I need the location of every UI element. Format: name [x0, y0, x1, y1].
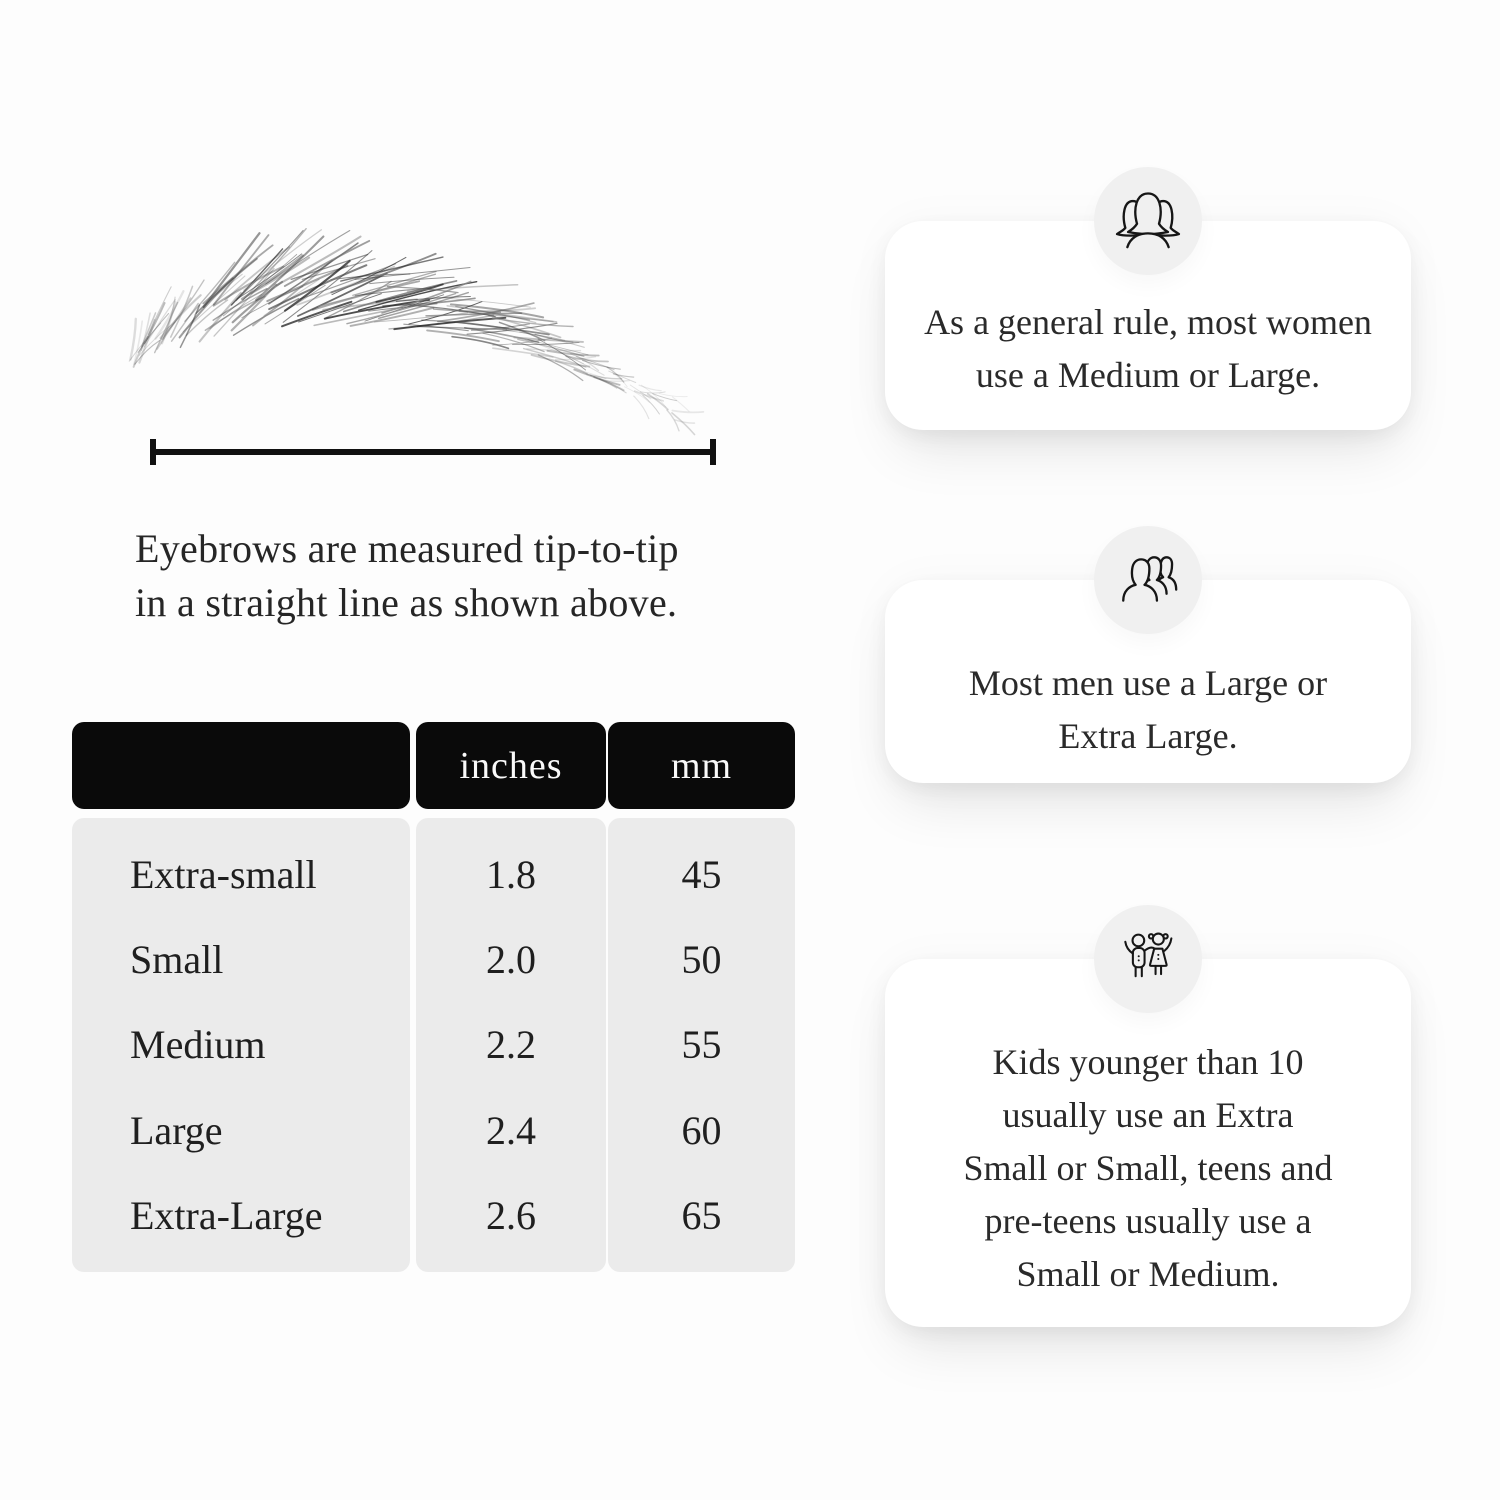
- card-text-line: Small or Medium.: [1016, 1253, 1280, 1294]
- table-cell-mm: 60: [681, 1107, 722, 1153]
- measurement-bar: [150, 449, 716, 455]
- icon-circle: [1094, 526, 1202, 634]
- table-cell-mm: 55: [681, 1022, 722, 1068]
- card-text-line: Most men use a Large or: [968, 662, 1328, 703]
- card-text-line: use a Medium or Large.: [975, 354, 1321, 395]
- table-cell-label: Large: [130, 1107, 223, 1153]
- card-text-line: pre-teens usually use a: [984, 1200, 1312, 1241]
- table-cell-mm: 65: [681, 1192, 722, 1238]
- info-card-men: [885, 580, 1411, 783]
- table-cell-label: Medium: [130, 1022, 266, 1068]
- table-cell-inches: 2.4: [486, 1107, 536, 1153]
- measurement-caption: [135, 522, 755, 630]
- table-cell-inches: 2.0: [486, 937, 536, 983]
- table-header-inches: inches: [416, 722, 606, 809]
- table-cell-inches: 1.8: [486, 852, 536, 898]
- table-cell-inches: 2.2: [486, 1022, 536, 1068]
- table-cell-label: Small: [130, 937, 224, 983]
- table-cell-inches: 2.6: [486, 1192, 536, 1238]
- icon-circle: [1094, 905, 1202, 1013]
- table-cell-mm: 50: [681, 937, 722, 983]
- card-text: [964, 1036, 1333, 1301]
- caption-line: Eyebrows are measured tip-to-tip: [135, 526, 679, 571]
- men-group-icon: [1115, 547, 1181, 613]
- icon-circle: [1094, 167, 1202, 275]
- card-text: [969, 657, 1327, 763]
- info-card-women: [885, 221, 1411, 430]
- table-column-mm: [608, 818, 795, 1272]
- card-text-line: Small or Small, teens and: [963, 1147, 1333, 1188]
- eyebrow-illustration: [110, 224, 710, 444]
- table-cell-mm: 45: [681, 852, 722, 898]
- table-header-size: [72, 722, 410, 809]
- info-card-kids: [885, 959, 1411, 1327]
- table-column-labels: [72, 818, 410, 1272]
- card-text-line: Extra Large.: [1058, 715, 1238, 756]
- kids-icon: [1115, 926, 1181, 992]
- measurement-line: [150, 439, 716, 465]
- card-text-line: usually use an Extra: [1002, 1094, 1294, 1135]
- table-cell-label: Extra-small: [130, 852, 317, 898]
- card-text-line: As a general rule, most women: [924, 301, 1372, 342]
- table-cell-label: Extra-Large: [130, 1192, 323, 1238]
- table-column-inches: [416, 818, 606, 1272]
- card-text-line: Kids younger than 10: [992, 1041, 1304, 1082]
- caption-line: in a straight line as shown above.: [135, 580, 678, 625]
- table-header-mm: mm: [608, 722, 795, 809]
- card-text: [924, 296, 1372, 402]
- measurement-endcap-right: [710, 439, 716, 465]
- women-group-icon: [1115, 188, 1181, 254]
